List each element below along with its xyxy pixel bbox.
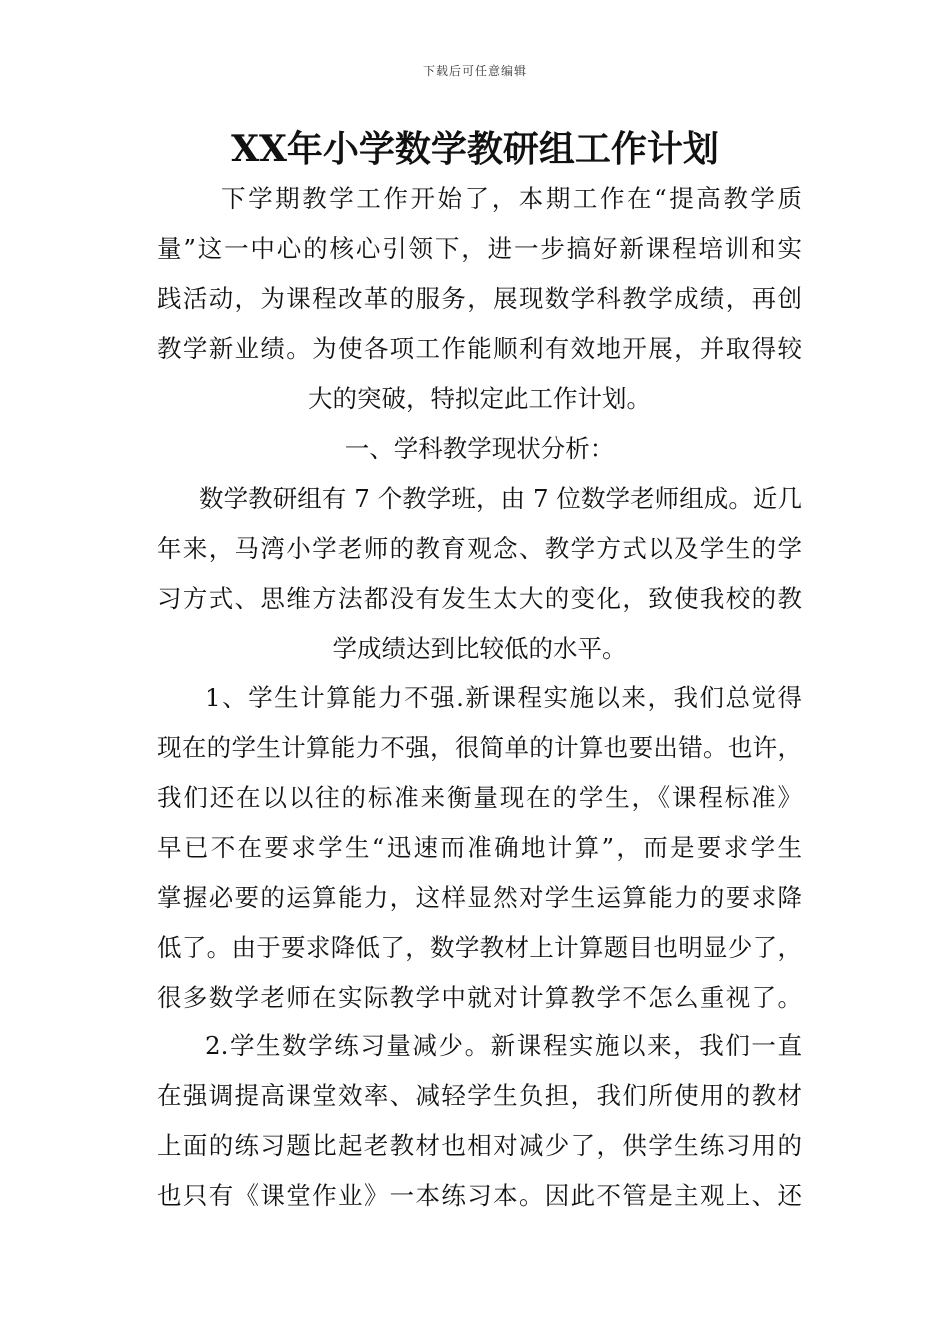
paragraph-line: 现在的学生计算能力不强，很简单的计算也要出错。也许， xyxy=(157,733,802,762)
intro-line: 下学期教学工作开始了，本期工作在“提高教学质 xyxy=(221,184,802,213)
paragraph-line: 上面的练习题比起老教材也相对减少了，供学生练习用的 xyxy=(157,1131,802,1160)
paragraph-line: 低了。由于要求降低了，数学教材上计算题目也明显少了， xyxy=(157,933,802,962)
paragraph-line: 习方式、思维方法都没有发生太大的变化，致使我校的教 xyxy=(157,584,802,613)
paragraph-line: 也只有《课堂作业》一本练习本。因此不管是主观上、还 xyxy=(157,1181,802,1210)
paragraph-line: 我们还在以以往的标准来衡量现在的学生，《课程标准》 xyxy=(157,783,802,812)
paragraph-line: 学成绩达到比较低的水平。 xyxy=(332,634,627,663)
paragraph-line: 2.学生数学练习量减少。新课程实施以来，我们一直 xyxy=(205,1031,802,1060)
intro-line: 教学新业绩。为使各项工作能顺利有效地开展，并取得较 xyxy=(157,334,802,363)
paragraph-2 xyxy=(157,673,802,1023)
header-note: 下载后可任意编辑 xyxy=(422,64,527,78)
paragraph-1 xyxy=(157,474,802,674)
paragraph-line: 很多数学老师在实际教学中就对计算教学不怎么重视了。 xyxy=(157,983,802,1012)
intro-line: 践活动，为课程改革的服务，展现数学科教学成绩，再创 xyxy=(157,284,802,313)
paragraph-line: 数学教研组有 7 个教学班，由 7 位数学老师组成。近几 xyxy=(199,484,802,513)
paragraph-line: 掌握必要的运算能力，这样显然对学生运算能力的要求降 xyxy=(157,883,802,912)
paragraph-3 xyxy=(157,1021,802,1221)
paragraph-line: 年来，马湾小学老师的教育观念、教学方式以及学生的学 xyxy=(157,534,802,563)
paragraph-line: 1、学生计算能力不强.新课程实施以来，我们总觉得 xyxy=(205,683,802,712)
intro-line: 大的突破，特拟定此工作计划。 xyxy=(308,384,651,413)
intro-paragraph xyxy=(157,174,802,424)
section-heading: 一、学科教学现状分析： xyxy=(344,434,615,463)
intro-line: 量”这一中心的核心引领下，进一步搞好新课程培训和实 xyxy=(157,234,802,263)
section-heading-block xyxy=(157,424,802,474)
document-title: XX年小学数学教研组工作计划 xyxy=(231,128,719,170)
paragraph-line: 在强调提高课堂效率、减轻学生负担，我们所使用的教材 xyxy=(157,1081,802,1110)
paragraph-line: 早已不在要求学生“迅速而准确地计算”，而是要求学生 xyxy=(157,833,802,862)
